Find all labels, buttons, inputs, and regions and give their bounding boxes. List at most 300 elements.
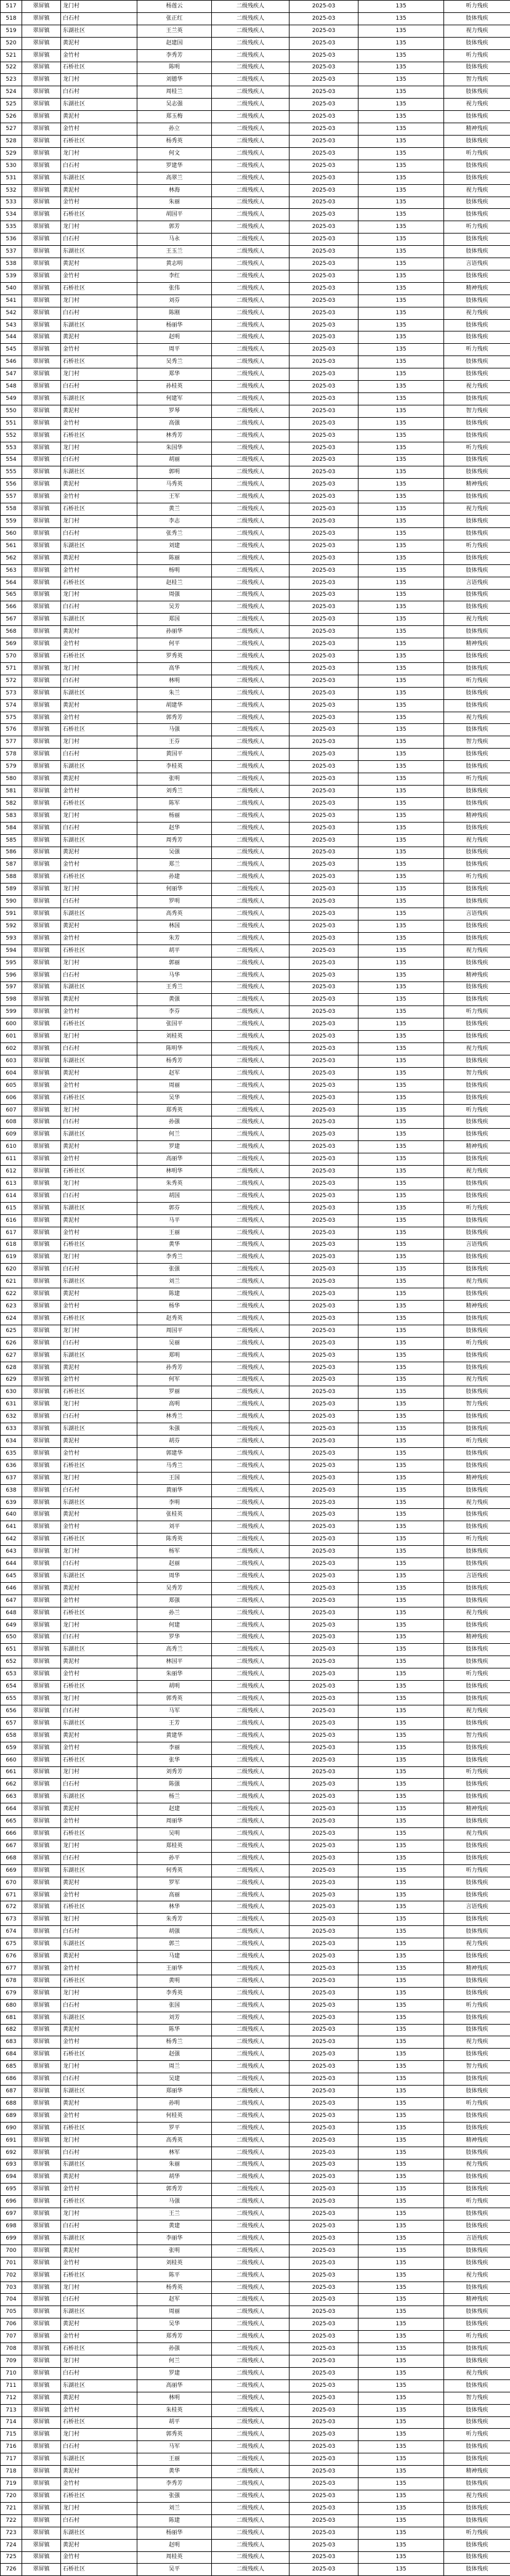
town-name-cell: 翠屏镇 bbox=[22, 1276, 61, 1288]
table-row bbox=[1, 2527, 510, 2539]
person-name-cell: 李秀兰 bbox=[137, 1251, 212, 1264]
disability-type-cell: 肢体残疾 bbox=[444, 1558, 510, 1570]
category-cell: 二级残疾人 bbox=[212, 2404, 289, 2416]
month-cell: 2025-03 bbox=[289, 2245, 358, 2257]
category-cell: 二级残疾人 bbox=[212, 1558, 289, 1570]
category-cell: 二级残疾人 bbox=[212, 295, 289, 307]
month-cell: 2025-03 bbox=[289, 2208, 358, 2220]
row-index-cell: 712 bbox=[1, 2392, 22, 2404]
town-name-cell: 翠屏镇 bbox=[22, 994, 61, 1006]
person-name-cell: 李丽 bbox=[137, 1742, 212, 1754]
category-cell: 二级残疾人 bbox=[212, 209, 289, 221]
row-index-cell: 708 bbox=[1, 2343, 22, 2355]
category-cell: 二级残疾人 bbox=[212, 908, 289, 920]
person-name-cell: 罗军 bbox=[137, 1877, 212, 1889]
town-name-cell: 翠屏镇 bbox=[22, 896, 61, 908]
amount-cell: 135 bbox=[358, 957, 444, 969]
table-row bbox=[1, 417, 510, 429]
town-name-cell: 翠屏镇 bbox=[22, 1582, 61, 1595]
person-name-cell: 杨秀兰 bbox=[137, 2036, 212, 2049]
person-name-cell: 杨兰 bbox=[137, 1791, 212, 1803]
month-cell: 2025-03 bbox=[289, 1337, 358, 1349]
village-name-cell: 黄泥村 bbox=[61, 37, 137, 49]
disability-type-cell: 肢体残疾 bbox=[444, 2024, 510, 2036]
table-row bbox=[1, 1828, 510, 1840]
town-name-cell: 翠屏镇 bbox=[22, 1031, 61, 1043]
table-row bbox=[1, 1656, 510, 1668]
person-name-cell: 朱丽华 bbox=[137, 1668, 212, 1681]
person-name-cell: 李秀芳 bbox=[137, 2478, 212, 2490]
category-cell: 二级残疾人 bbox=[212, 2110, 289, 2122]
month-cell: 2025-03 bbox=[289, 1436, 358, 1448]
table-row bbox=[1, 945, 510, 957]
table-row bbox=[1, 209, 510, 221]
disability-type-cell: 肢体残疾 bbox=[444, 884, 510, 896]
village-name-cell: 石桥社区 bbox=[61, 945, 137, 957]
category-cell: 二级残疾人 bbox=[212, 1276, 289, 1288]
table-row bbox=[1, 2355, 510, 2368]
row-index-cell: 580 bbox=[1, 773, 22, 786]
month-cell: 2025-03 bbox=[289, 1999, 358, 2012]
month-cell: 2025-03 bbox=[289, 1239, 358, 1251]
row-index-cell: 555 bbox=[1, 466, 22, 479]
person-name-cell: 郭建华 bbox=[137, 1447, 212, 1460]
month-cell: 2025-03 bbox=[289, 2478, 358, 2490]
category-cell: 二级残疾人 bbox=[212, 1681, 289, 1693]
person-name-cell: 陈建 bbox=[137, 1288, 212, 1301]
table-row bbox=[1, 2012, 510, 2024]
village-name-cell: 白石村 bbox=[61, 2441, 137, 2453]
row-index-cell: 638 bbox=[1, 1484, 22, 1497]
town-name-cell: 翠屏镇 bbox=[22, 295, 61, 307]
disability-type-cell: 智力残疾 bbox=[444, 2061, 510, 2073]
town-name-cell: 翠屏镇 bbox=[22, 932, 61, 945]
row-index-cell: 604 bbox=[1, 1067, 22, 1079]
table-row bbox=[1, 111, 510, 123]
month-cell: 2025-03 bbox=[289, 1742, 358, 1754]
row-index-cell: 540 bbox=[1, 282, 22, 295]
town-name-cell: 翠屏镇 bbox=[22, 160, 61, 172]
amount-cell: 135 bbox=[358, 1202, 444, 1214]
town-name-cell: 翠屏镇 bbox=[22, 246, 61, 258]
amount-cell: 135 bbox=[358, 1129, 444, 1141]
table-row bbox=[1, 37, 510, 49]
month-cell: 2025-03 bbox=[289, 12, 358, 25]
person-name-cell: 黄国平 bbox=[137, 749, 212, 761]
month-cell: 2025-03 bbox=[289, 1460, 358, 1472]
disability-type-cell: 肢体残疾 bbox=[444, 920, 510, 932]
person-name-cell: 胡华 bbox=[137, 2171, 212, 2184]
month-cell: 2025-03 bbox=[289, 1067, 358, 1079]
town-name-cell: 翠屏镇 bbox=[22, 662, 61, 675]
table-row bbox=[1, 1864, 510, 1877]
person-name-cell: 吴志强 bbox=[137, 99, 212, 111]
row-index-cell: 722 bbox=[1, 2514, 22, 2527]
table-row bbox=[1, 1582, 510, 1595]
person-name-cell: 王玉兰 bbox=[137, 246, 212, 258]
table-row bbox=[1, 577, 510, 589]
category-cell: 二级残疾人 bbox=[212, 1717, 289, 1729]
amount-cell: 135 bbox=[358, 614, 444, 626]
table-row bbox=[1, 1337, 510, 1349]
person-name-cell: 高秀兰 bbox=[137, 1644, 212, 1656]
disability-type-cell: 听力残疾 bbox=[444, 221, 510, 234]
village-name-cell: 东湖社区 bbox=[61, 614, 137, 626]
table-row bbox=[1, 2429, 510, 2441]
amount-cell: 135 bbox=[358, 2331, 444, 2343]
village-name-cell: 金竹村 bbox=[61, 786, 137, 798]
month-cell: 2025-03 bbox=[289, 2539, 358, 2551]
category-cell: 二级残疾人 bbox=[212, 1312, 289, 1325]
village-name-cell: 金竹村 bbox=[61, 2036, 137, 2049]
table-row bbox=[1, 86, 510, 99]
amount-cell: 135 bbox=[358, 1582, 444, 1595]
row-index-cell: 641 bbox=[1, 1521, 22, 1534]
table-row bbox=[1, 699, 510, 712]
village-name-cell: 黄泥村 bbox=[61, 2466, 137, 2478]
amount-cell: 135 bbox=[358, 2416, 444, 2429]
town-name-cell: 翠屏镇 bbox=[22, 540, 61, 552]
category-cell: 二级残疾人 bbox=[212, 491, 289, 503]
category-cell: 二级残疾人 bbox=[212, 1264, 289, 1276]
person-name-cell: 刘芬 bbox=[137, 295, 212, 307]
row-index-cell: 599 bbox=[1, 1006, 22, 1018]
village-name-cell: 龙门村 bbox=[61, 516, 137, 528]
amount-cell: 135 bbox=[358, 1166, 444, 1178]
category-cell: 二级残疾人 bbox=[212, 1803, 289, 1816]
category-cell: 二级残疾人 bbox=[212, 2171, 289, 2184]
village-name-cell: 龙门村 bbox=[61, 1325, 137, 1337]
amount-cell: 135 bbox=[358, 2539, 444, 2551]
row-index-cell: 579 bbox=[1, 761, 22, 773]
table-row bbox=[1, 1509, 510, 1521]
table-row bbox=[1, 2478, 510, 2490]
disability-type-cell: 肢体残疾 bbox=[444, 368, 510, 381]
category-cell: 二级残疾人 bbox=[212, 2392, 289, 2404]
disability-type-cell: 肢体残疾 bbox=[444, 2318, 510, 2331]
person-name-cell: 罗秀英 bbox=[137, 651, 212, 663]
disability-type-cell: 肢体残疾 bbox=[444, 1779, 510, 1791]
disability-type-cell: 肢体残疾 bbox=[444, 1018, 510, 1031]
person-name-cell: 黄丽华 bbox=[137, 1484, 212, 1497]
person-name-cell: 马永 bbox=[137, 234, 212, 246]
town-name-cell: 翠屏镇 bbox=[22, 49, 61, 62]
village-name-cell: 白石村 bbox=[61, 527, 137, 540]
person-name-cell: 孙兰 bbox=[137, 1607, 212, 1619]
village-name-cell: 石桥社区 bbox=[61, 62, 137, 74]
row-index-cell: 720 bbox=[1, 2490, 22, 2502]
person-name-cell: 胡国 bbox=[137, 1190, 212, 1202]
disability-type-cell: 肢体残疾 bbox=[444, 1190, 510, 1202]
town-name-cell: 翠屏镇 bbox=[22, 2514, 61, 2527]
person-name-cell: 马秀英 bbox=[137, 479, 212, 491]
category-cell: 二级残疾人 bbox=[212, 1938, 289, 1951]
town-name-cell: 翠屏镇 bbox=[22, 1852, 61, 1864]
amount-cell: 135 bbox=[358, 908, 444, 920]
row-index-cell: 550 bbox=[1, 405, 22, 417]
category-cell: 二级残疾人 bbox=[212, 1460, 289, 1472]
village-name-cell: 石桥社区 bbox=[61, 1534, 137, 1546]
person-name-cell: 郑桂英 bbox=[137, 1840, 212, 1852]
month-cell: 2025-03 bbox=[289, 172, 358, 184]
month-cell: 2025-03 bbox=[289, 957, 358, 969]
month-cell: 2025-03 bbox=[289, 1374, 358, 1386]
category-cell: 二级残疾人 bbox=[212, 1337, 289, 1349]
town-name-cell: 翠屏镇 bbox=[22, 74, 61, 86]
town-name-cell: 翠屏镇 bbox=[22, 491, 61, 503]
person-name-cell: 马强 bbox=[137, 724, 212, 736]
town-name-cell: 翠屏镇 bbox=[22, 1816, 61, 1828]
table-row bbox=[1, 2134, 510, 2147]
person-name-cell: 王丽华 bbox=[137, 1963, 212, 1975]
category-cell: 二级残疾人 bbox=[212, 797, 289, 810]
amount-cell: 135 bbox=[358, 2429, 444, 2441]
category-cell: 二级残疾人 bbox=[212, 2208, 289, 2220]
person-name-cell: 李桂英 bbox=[137, 761, 212, 773]
row-index-cell: 700 bbox=[1, 2245, 22, 2257]
disability-type-cell: 听力残疾 bbox=[444, 540, 510, 552]
category-cell: 二级残疾人 bbox=[212, 197, 289, 209]
village-name-cell: 白石村 bbox=[61, 1631, 137, 1644]
person-name-cell: 黄建华 bbox=[137, 1729, 212, 1742]
person-name-cell: 郭秀芳 bbox=[137, 2184, 212, 2196]
month-cell: 2025-03 bbox=[289, 2049, 358, 2061]
person-name-cell: 张秀兰 bbox=[137, 527, 212, 540]
village-name-cell: 金竹村 bbox=[61, 1816, 137, 1828]
disability-type-cell: 肢体残疾 bbox=[444, 2404, 510, 2416]
category-cell: 二级残疾人 bbox=[212, 331, 289, 344]
amount-cell: 135 bbox=[358, 49, 444, 62]
village-name-cell: 白石村 bbox=[61, 822, 137, 834]
disability-type-cell: 听力残疾 bbox=[444, 675, 510, 687]
category-cell: 二级残疾人 bbox=[212, 884, 289, 896]
table-row bbox=[1, 1975, 510, 1987]
town-name-cell: 翠屏镇 bbox=[22, 1729, 61, 1742]
row-index-cell: 624 bbox=[1, 1312, 22, 1325]
table-row bbox=[1, 969, 510, 981]
disability-type-cell: 肢体残疾 bbox=[444, 2379, 510, 2392]
table-row bbox=[1, 1914, 510, 1926]
amount-cell: 135 bbox=[358, 2392, 444, 2404]
month-cell: 2025-03 bbox=[289, 2429, 358, 2441]
category-cell: 二级残疾人 bbox=[212, 62, 289, 74]
village-name-cell: 白石村 bbox=[61, 601, 137, 614]
amount-cell: 135 bbox=[358, 1288, 444, 1301]
row-index-cell: 691 bbox=[1, 2134, 22, 2147]
row-index-cell: 549 bbox=[1, 393, 22, 405]
town-name-cell: 翠屏镇 bbox=[22, 2012, 61, 2024]
amount-cell: 135 bbox=[358, 1546, 444, 1558]
month-cell: 2025-03 bbox=[289, 651, 358, 663]
table-row bbox=[1, 1742, 510, 1754]
month-cell: 2025-03 bbox=[289, 454, 358, 466]
disability-type-cell: 肢体残疾 bbox=[444, 1816, 510, 1828]
village-name-cell: 黄泥村 bbox=[61, 1582, 137, 1595]
category-cell: 二级残疾人 bbox=[212, 74, 289, 86]
category-cell: 二级残疾人 bbox=[212, 1436, 289, 1448]
table-row bbox=[1, 749, 510, 761]
disability-type-cell: 视力残疾 bbox=[444, 834, 510, 847]
row-index-cell: 650 bbox=[1, 1631, 22, 1644]
village-name-cell: 白石村 bbox=[61, 1779, 137, 1791]
town-name-cell: 翠屏镇 bbox=[22, 1399, 61, 1411]
month-cell: 2025-03 bbox=[289, 2453, 358, 2466]
category-cell: 二级残疾人 bbox=[212, 86, 289, 99]
town-name-cell: 翠屏镇 bbox=[22, 749, 61, 761]
amount-cell: 135 bbox=[358, 847, 444, 859]
month-cell: 2025-03 bbox=[289, 822, 358, 834]
amount-cell: 135 bbox=[358, 1766, 444, 1779]
town-name-cell: 翠屏镇 bbox=[22, 1999, 61, 2012]
month-cell: 2025-03 bbox=[289, 1227, 358, 1239]
month-cell: 2025-03 bbox=[289, 2343, 358, 2355]
table-row bbox=[1, 12, 510, 25]
month-cell: 2025-03 bbox=[289, 62, 358, 74]
row-index-cell: 646 bbox=[1, 1582, 22, 1595]
row-index-cell: 698 bbox=[1, 2220, 22, 2233]
amount-cell: 135 bbox=[358, 810, 444, 822]
table-row bbox=[1, 356, 510, 368]
row-index-cell: 574 bbox=[1, 699, 22, 712]
amount-cell: 135 bbox=[358, 1681, 444, 1693]
amount-cell: 135 bbox=[358, 258, 444, 270]
disability-type-cell: 肢体残疾 bbox=[444, 1423, 510, 1436]
town-name-cell: 翠屏镇 bbox=[22, 1436, 61, 1448]
row-index-cell: 726 bbox=[1, 2564, 22, 2576]
row-index-cell: 689 bbox=[1, 2110, 22, 2122]
disability-type-cell: 视力残疾 bbox=[444, 1166, 510, 1178]
amount-cell: 135 bbox=[358, 981, 444, 994]
row-index-cell: 705 bbox=[1, 2306, 22, 2318]
row-index-cell: 523 bbox=[1, 74, 22, 86]
person-name-cell: 张正红 bbox=[137, 12, 212, 25]
person-name-cell: 郑华 bbox=[137, 368, 212, 381]
person-name-cell: 李秀芳 bbox=[137, 49, 212, 62]
table-row bbox=[1, 1129, 510, 1141]
person-name-cell: 林军 bbox=[137, 2147, 212, 2159]
month-cell: 2025-03 bbox=[289, 2110, 358, 2122]
village-name-cell: 东湖社区 bbox=[61, 1717, 137, 1729]
town-name-cell: 翠屏镇 bbox=[22, 2564, 61, 2576]
category-cell: 二级残疾人 bbox=[212, 368, 289, 381]
amount-cell: 135 bbox=[358, 2490, 444, 2502]
person-name-cell: 郑秀英 bbox=[137, 1104, 212, 1116]
amount-cell: 135 bbox=[358, 1754, 444, 1766]
table-row bbox=[1, 74, 510, 86]
village-name-cell: 金竹村 bbox=[61, 417, 137, 429]
disability-type-cell: 肢体残疾 bbox=[444, 516, 510, 528]
village-name-cell: 金竹村 bbox=[61, 859, 137, 871]
amount-cell: 135 bbox=[358, 221, 444, 234]
month-cell: 2025-03 bbox=[289, 1141, 358, 1153]
disability-type-cell: 肢体残疾 bbox=[444, 454, 510, 466]
person-name-cell: 赵明 bbox=[137, 331, 212, 344]
row-index-cell: 721 bbox=[1, 2502, 22, 2514]
village-name-cell: 龙门村 bbox=[61, 1031, 137, 1043]
table-row bbox=[1, 429, 510, 442]
table-row bbox=[1, 172, 510, 184]
village-name-cell: 金竹村 bbox=[61, 712, 137, 724]
village-name-cell: 白石村 bbox=[61, 2073, 137, 2086]
row-index-cell: 518 bbox=[1, 12, 22, 25]
disability-type-cell: 肢体残疾 bbox=[444, 626, 510, 638]
town-name-cell: 翠屏镇 bbox=[22, 2416, 61, 2429]
village-name-cell: 黄泥村 bbox=[61, 1951, 137, 1963]
disability-type-cell: 肢体残疾 bbox=[444, 932, 510, 945]
row-index-cell: 657 bbox=[1, 1717, 22, 1729]
disability-type-cell: 言语残疾 bbox=[444, 2232, 510, 2245]
row-index-cell: 639 bbox=[1, 1497, 22, 1509]
month-cell: 2025-03 bbox=[289, 221, 358, 234]
disability-type-cell: 智力残疾 bbox=[444, 736, 510, 749]
amount-cell: 135 bbox=[358, 429, 444, 442]
table-row bbox=[1, 601, 510, 614]
town-name-cell: 翠屏镇 bbox=[22, 135, 61, 147]
disability-type-cell: 肢体残疾 bbox=[444, 687, 510, 699]
person-name-cell: 罗建 bbox=[137, 1141, 212, 1153]
row-index-cell: 695 bbox=[1, 2184, 22, 2196]
category-cell: 二级残疾人 bbox=[212, 1999, 289, 2012]
category-cell: 二级残疾人 bbox=[212, 699, 289, 712]
village-name-cell: 龙门村 bbox=[61, 1987, 137, 1999]
person-name-cell: 罗琴 bbox=[137, 405, 212, 417]
person-name-cell: 李芬 bbox=[137, 1006, 212, 1018]
village-name-cell: 白石村 bbox=[61, 2220, 137, 2233]
table-row bbox=[1, 2269, 510, 2281]
category-cell: 二级残疾人 bbox=[212, 822, 289, 834]
town-name-cell: 翠屏镇 bbox=[22, 1497, 61, 1509]
category-cell: 二级残疾人 bbox=[212, 99, 289, 111]
village-name-cell: 石桥社区 bbox=[61, 503, 137, 516]
disability-type-cell: 肢体残疾 bbox=[444, 319, 510, 331]
month-cell: 2025-03 bbox=[289, 209, 358, 221]
disability-type-cell: 肢体残疾 bbox=[444, 1288, 510, 1301]
village-name-cell: 东湖社区 bbox=[61, 2232, 137, 2245]
table-row bbox=[1, 99, 510, 111]
person-name-cell: 罗建华 bbox=[137, 160, 212, 172]
town-name-cell: 翠屏镇 bbox=[22, 466, 61, 479]
person-name-cell: 林华 bbox=[137, 1901, 212, 1914]
disability-type-cell: 听力残疾 bbox=[444, 2429, 510, 2441]
village-name-cell: 石桥社区 bbox=[61, 209, 137, 221]
disability-type-cell: 肢体残疾 bbox=[444, 270, 510, 282]
person-name-cell: 王军 bbox=[137, 491, 212, 503]
row-index-cell: 680 bbox=[1, 1999, 22, 2012]
amount-cell: 135 bbox=[358, 1104, 444, 1116]
town-name-cell: 翠屏镇 bbox=[22, 589, 61, 601]
town-name-cell: 翠屏镇 bbox=[22, 1693, 61, 1705]
month-cell: 2025-03 bbox=[289, 2527, 358, 2539]
category-cell: 二级残疾人 bbox=[212, 540, 289, 552]
town-name-cell: 翠屏镇 bbox=[22, 1951, 61, 1963]
village-name-cell: 白石村 bbox=[61, 1705, 137, 1717]
row-index-cell: 694 bbox=[1, 2171, 22, 2184]
village-name-cell: 黄泥村 bbox=[61, 1362, 137, 1374]
row-index-cell: 618 bbox=[1, 1239, 22, 1251]
amount-cell: 135 bbox=[358, 1852, 444, 1864]
disability-type-cell: 视力残疾 bbox=[444, 1497, 510, 1509]
disability-type-cell: 肢体残疾 bbox=[444, 1595, 510, 1607]
category-cell: 二级残疾人 bbox=[212, 405, 289, 417]
row-index-cell: 617 bbox=[1, 1227, 22, 1239]
person-name-cell: 罗明 bbox=[137, 896, 212, 908]
row-index-cell: 584 bbox=[1, 822, 22, 834]
village-name-cell: 白石村 bbox=[61, 1116, 137, 1129]
row-index-cell: 566 bbox=[1, 601, 22, 614]
category-cell: 二级残疾人 bbox=[212, 381, 289, 393]
village-name-cell: 东湖社区 bbox=[61, 25, 137, 37]
disability-type-cell: 肢体残疾 bbox=[444, 2012, 510, 2024]
